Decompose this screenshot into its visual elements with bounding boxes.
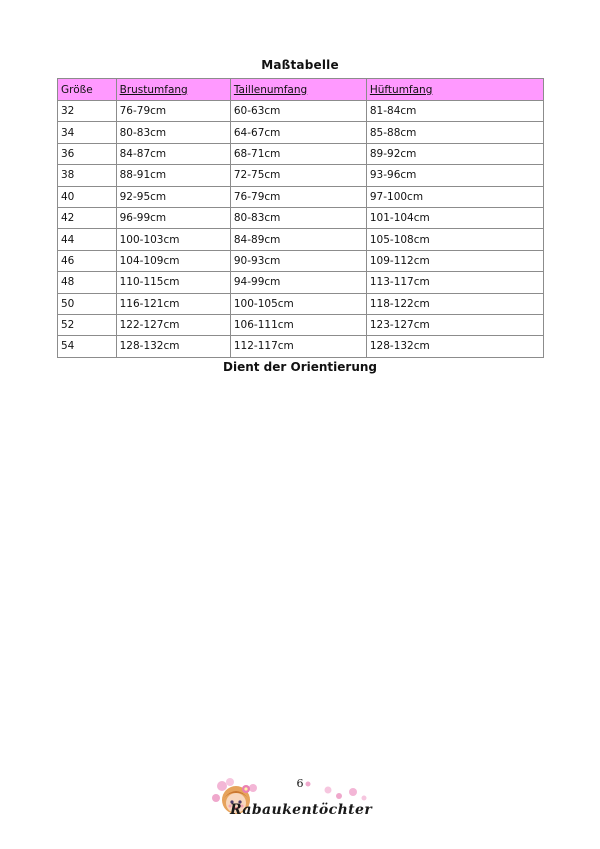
cell-hip: 123-127cm	[366, 314, 543, 335]
page-title: Maßtabelle	[261, 58, 339, 72]
cell-bust: 92-95cm	[116, 186, 230, 207]
table-row	[58, 186, 544, 207]
page-number: 6	[296, 777, 304, 790]
cell-waist: 72-75cm	[230, 165, 366, 186]
table-row	[58, 229, 544, 250]
cell-bust: 96-99cm	[116, 207, 230, 228]
cell-hip: 81-84cm	[366, 101, 543, 122]
cell-waist: 84-89cm	[230, 229, 366, 250]
cell-size: 32	[58, 101, 117, 122]
table-row	[58, 336, 544, 357]
cell-bust: 76-79cm	[116, 101, 230, 122]
cell-size: 48	[58, 272, 117, 293]
cell-hip: 97-100cm	[366, 186, 543, 207]
cell-size: 46	[58, 250, 117, 271]
cell-bust: 104-109cm	[116, 250, 230, 271]
cell-bust: 100-103cm	[116, 229, 230, 250]
table-row	[58, 207, 544, 228]
table-row	[58, 272, 544, 293]
brand-name: Rabaukentöchter	[230, 802, 373, 818]
size-chart-table	[57, 78, 544, 358]
cell-waist: 100-105cm	[230, 293, 366, 314]
header-size: Größe	[58, 79, 117, 101]
cell-bust: 116-121cm	[116, 293, 230, 314]
cell-waist: 68-71cm	[230, 143, 366, 164]
table-header-row	[58, 79, 544, 101]
cell-hip: 85-88cm	[366, 122, 543, 143]
cell-bust: 110-115cm	[116, 272, 230, 293]
cell-hip: 109-112cm	[366, 250, 543, 271]
header-hip: Hüftumfang	[366, 79, 543, 101]
header-waist: Taillenumfang	[230, 79, 366, 101]
orientation-note: Dient der Orientierung	[223, 360, 377, 374]
cell-waist: 80-83cm	[230, 207, 366, 228]
cell-size: 44	[58, 229, 117, 250]
cell-waist: 106-111cm	[230, 314, 366, 335]
cell-size: 40	[58, 186, 117, 207]
cell-bust: 88-91cm	[116, 165, 230, 186]
table-row	[58, 165, 544, 186]
cell-size: 34	[58, 122, 117, 143]
cell-size: 52	[58, 314, 117, 335]
cell-bust: 128-132cm	[116, 336, 230, 357]
cell-size: 38	[58, 165, 117, 186]
table-row	[58, 143, 544, 164]
cell-waist: 60-63cm	[230, 101, 366, 122]
cell-bust: 122-127cm	[116, 314, 230, 335]
cell-size: 42	[58, 207, 117, 228]
header-bust: Brustumfang	[116, 79, 230, 101]
table-row	[58, 314, 544, 335]
table-row	[58, 250, 544, 271]
cell-hip: 89-92cm	[366, 143, 543, 164]
cell-waist: 90-93cm	[230, 250, 366, 271]
cell-hip: 118-122cm	[366, 293, 543, 314]
cell-waist: 64-67cm	[230, 122, 366, 143]
cell-hip: 93-96cm	[366, 165, 543, 186]
cell-hip: 128-132cm	[366, 336, 543, 357]
cell-hip: 101-104cm	[366, 207, 543, 228]
cell-size: 50	[58, 293, 117, 314]
cell-bust: 80-83cm	[116, 122, 230, 143]
cell-waist: 112-117cm	[230, 336, 366, 357]
cell-size: 54	[58, 336, 117, 357]
cell-hip: 113-117cm	[366, 272, 543, 293]
cell-waist: 76-79cm	[230, 186, 366, 207]
cell-waist: 94-99cm	[230, 272, 366, 293]
cell-size: 36	[58, 143, 117, 164]
cell-bust: 84-87cm	[116, 143, 230, 164]
table-row	[58, 101, 544, 122]
table-row	[58, 293, 544, 314]
table-row	[58, 122, 544, 143]
cell-hip: 105-108cm	[366, 229, 543, 250]
